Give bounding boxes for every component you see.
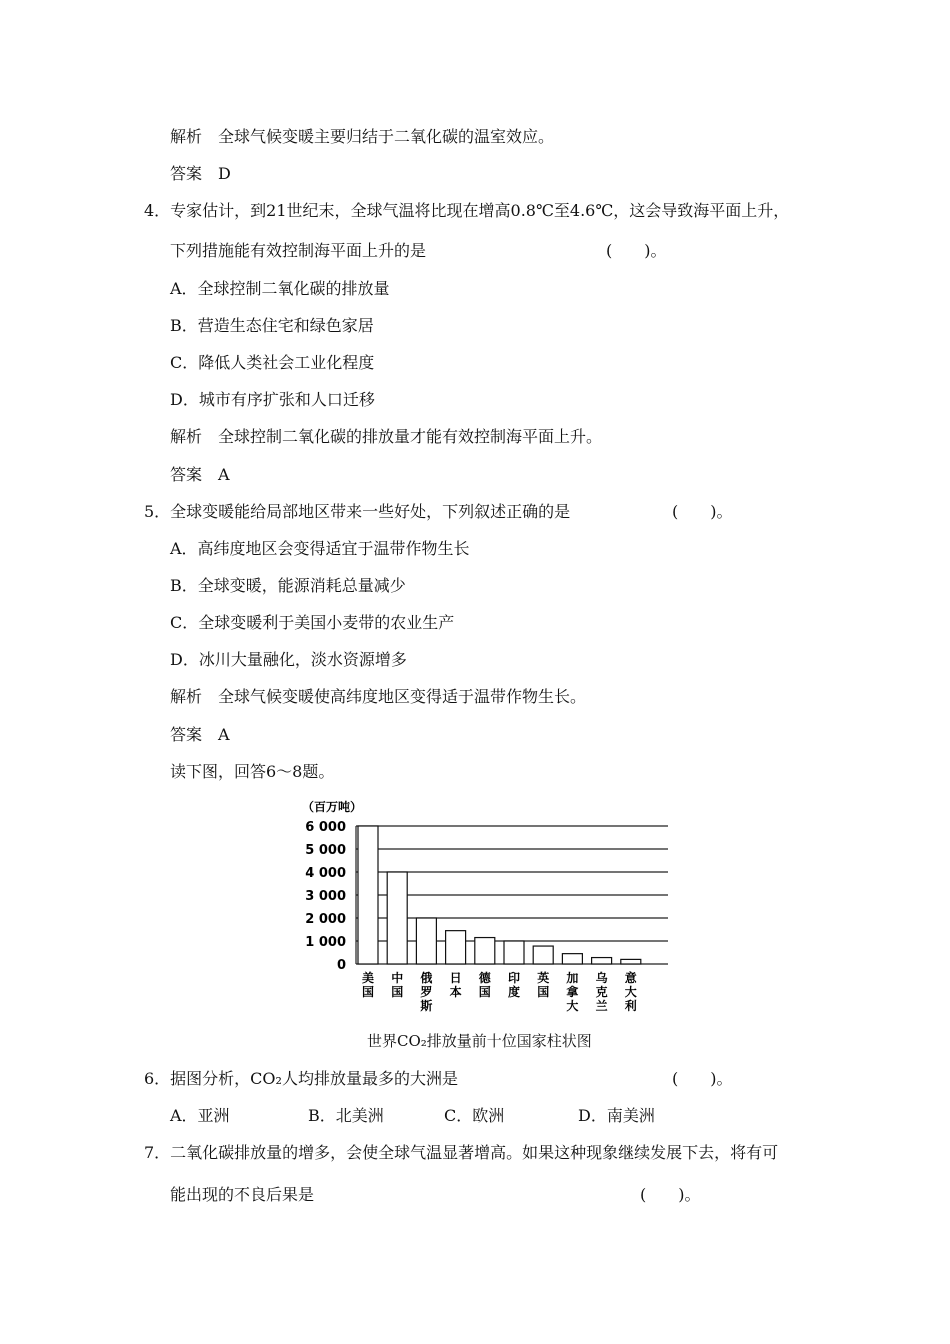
y-tick-label: 3 000 — [305, 889, 346, 904]
y-tick-label: 6 000 — [305, 820, 346, 835]
bar — [446, 931, 466, 964]
y-unit-label: （百万吨） — [302, 800, 363, 814]
bar — [562, 954, 582, 964]
q4-answer-paren: ( )。 — [606, 241, 667, 260]
q4-analysis: 解析 全球控制二氧化碳的排放量才能有效控制海平面上升。 — [170, 427, 603, 446]
bar — [621, 959, 641, 964]
q4-option-a: A．全球控制二氧化碳的排放量 — [170, 279, 390, 298]
x-tick-label: 意大利 — [624, 971, 637, 1013]
x-tick-label: 德国 — [478, 971, 491, 999]
x-tick-label: 俄罗斯 — [420, 971, 433, 1013]
bar — [358, 826, 378, 964]
q4-stem-line1: 4．专家估计，到21世纪末，全球气温将比现在增高0.8℃至4.6℃，这会导致海平面上升， — [144, 201, 790, 220]
q4-answer: 答案 A — [170, 465, 230, 484]
q5-answer: 答案 A — [170, 725, 230, 744]
bar — [475, 938, 495, 964]
x-tick-label: 英国 — [537, 971, 550, 999]
q3-analysis: 解析 全球气候变暖主要归结于二氧化碳的温室效应。 — [170, 127, 555, 146]
q3-answer: 答案 D — [170, 164, 231, 183]
q5-option-b: B．全球变暖，能源消耗总量减少 — [170, 576, 406, 595]
chart-intro: 读下图，回答6～8题。 — [170, 762, 335, 781]
x-tick-label: 印度 — [507, 971, 521, 999]
y-tick-label: 1 000 — [305, 935, 346, 950]
y-tick-label: 5 000 — [305, 843, 346, 858]
q5-answer-paren: ( )。 — [672, 502, 733, 521]
q5-option-c: C．全球变暖利于美国小麦带的农业生产 — [170, 613, 455, 632]
q7-stem-line2: 能出现的不良后果是 — [170, 1185, 315, 1204]
q7-stem-line1: 7．二氧化碳排放量的增多，会使全球气温显著增高。如果这种现象继续发展下去，将有可 — [144, 1143, 779, 1162]
q5-analysis: 解析 全球气候变暖使高纬度地区变得适于温带作物生长。 — [170, 687, 587, 706]
x-tick-label: 乌克兰 — [595, 971, 608, 1013]
bar — [504, 941, 524, 964]
bar — [592, 958, 612, 964]
bar — [416, 918, 436, 964]
bar — [533, 946, 553, 964]
q5-stem: 5．全球变暖能给局部地区带来一些好处，下列叙述正确的是 — [144, 502, 571, 521]
q4-option-c: C．降低人类社会工业化程度 — [170, 353, 375, 372]
q5-option-a: A．高纬度地区会变得适宜于温带作物生长 — [170, 539, 470, 558]
q6-option-b: B．北美洲 — [308, 1106, 384, 1125]
q4-option-b: B．营造生态住宅和绿色家居 — [170, 316, 374, 335]
q6-answer-paren: ( )。 — [672, 1069, 733, 1088]
q7-answer-paren: ( )。 — [640, 1185, 701, 1204]
chart-caption: 世界CO₂排放量前十位国家柱状图 — [367, 1032, 592, 1050]
y-tick-label: 4 000 — [305, 866, 346, 881]
q6-option-c: C．欧洲 — [444, 1106, 505, 1125]
q6-option-d: D．南美洲 — [578, 1106, 655, 1125]
q6-stem: 6．据图分析，CO₂人均排放量最多的大洲是 — [144, 1069, 458, 1088]
q6-option-a: A．亚洲 — [170, 1106, 230, 1125]
x-tick-label: 日本 — [449, 971, 462, 999]
q5-option-d: D．冰川大量融化，淡水资源增多 — [170, 650, 407, 669]
x-tick-label: 加拿大 — [566, 971, 579, 1013]
q4-option-d: D．城市有序扩张和人口迁移 — [170, 390, 375, 409]
x-tick-label: 中国 — [391, 971, 404, 999]
x-tick-label: 美国 — [361, 971, 375, 999]
bar — [387, 872, 407, 964]
y-tick-label: 2 000 — [305, 912, 346, 927]
q4-stem-line2: 下列措施能有效控制海平面上升的是 — [170, 241, 427, 260]
co2-bar-chart — [290, 795, 690, 1020]
y-tick-label: 0 — [336, 958, 346, 973]
